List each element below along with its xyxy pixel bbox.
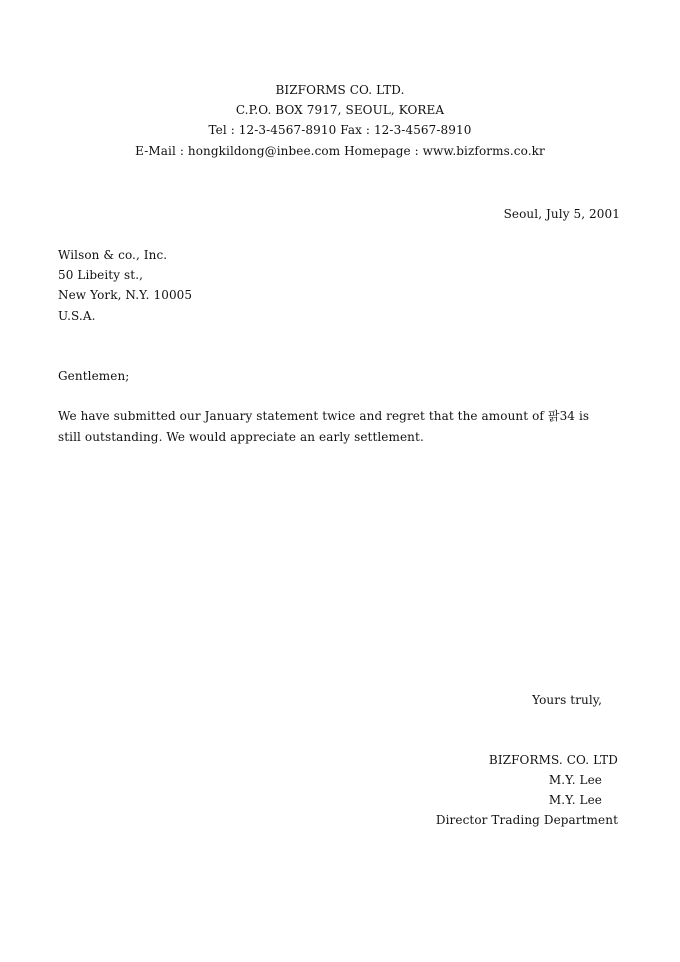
recipient-name: Wilson & co., Inc. bbox=[58, 248, 168, 262]
body-line-1: We have submitted our January statement twice and regret that the amount of 팕34 is bbox=[58, 409, 590, 423]
signature-company: BIZFORMS. CO. LTD bbox=[488, 753, 618, 767]
signature-name-2: M.Y. Lee bbox=[548, 793, 602, 807]
salutation: Gentlemen; bbox=[58, 369, 130, 383]
letterhead-email-homepage: E-Mail : hongkildong@inbee.com Homepage : www.bizforms.co.kr bbox=[135, 144, 545, 158]
recipient-country: U.S.A. bbox=[58, 309, 96, 323]
body-line-2: still outstanding. We would appreciate an early settlement. bbox=[58, 430, 424, 444]
letterhead-phone-fax: Tel : 12-3-4567-8910 Fax : 12-3-4567-8910 bbox=[208, 123, 472, 137]
letterhead-company: BIZFORMS CO. LTD. bbox=[275, 83, 405, 97]
recipient-city: New York, N.Y. 10005 bbox=[58, 288, 193, 302]
closing: Yours truly, bbox=[532, 693, 602, 707]
recipient-street: 50 Libeity st., bbox=[58, 268, 144, 282]
letter-date: Seoul, July 5, 2001 bbox=[503, 207, 620, 221]
letterhead-address: C.P.O. BOX 7917, SEOUL, KOREA bbox=[235, 103, 445, 117]
signature-name-1: M.Y. Lee bbox=[548, 773, 602, 787]
signature-department: Director Trading Department bbox=[435, 813, 618, 827]
